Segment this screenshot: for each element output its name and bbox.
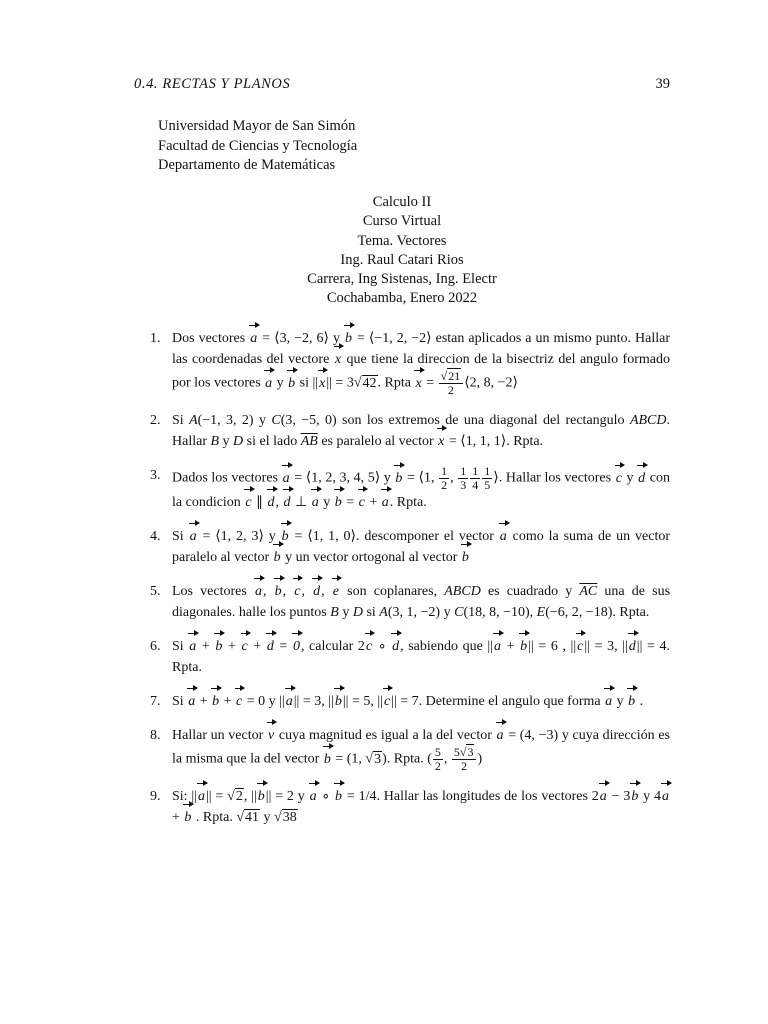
problem-number: 8. [150, 728, 161, 743]
problem-number: 4. [150, 529, 161, 544]
problem-number: 2. [150, 413, 161, 428]
problem-5: 5. Los vectores a, b, c, d, e son coplanares, ABCD es cuadrado y $\overline{AC}$ una de sus diagonales. halle los puntos B y D si A(3, 1, −2) y C(18, 8, −10), E(−6, 2, −18). Rpta. [150, 581, 670, 623]
course-mode: Curso Virtual [362, 213, 442, 230]
problem-number: 6. [150, 639, 161, 654]
institution-block [158, 117, 357, 176]
problem-7: 7. Si a + b + c = 0 y ||a|| = 3, ||b|| = 5, ||c|| = 7. Determine el angulo que forma a y b . [150, 691, 670, 712]
instructor: Ing. Raul Catari Rios [340, 251, 464, 268]
problem-number: 3. [150, 468, 161, 483]
problem-4: 4. Si a = ⟨1, 2, 3⟩ y b = ⟨1, 1, 0⟩. descomponer el vector a como la suma de un vector paralelo al vector b y un vector ortogonal al vector b [150, 526, 670, 568]
problem-8: 8. Hallar un vector v cuya magnitud es igual a la del vector a = (4, −3) y cuya dirección es la misma que la del vector b = (1, √3). Rpta. ( $\frac{5}{2}$ , $\frac{5√3}{2}$ ) [150, 725, 670, 773]
problem-1: 1. Dos vectores a = ⟨3, −2, 6⟩ y b = ⟨−1, 2, −2⟩ estan aplicados a un mismo punto. Hallar las coordenadas del vectore x que tiene la direccion de la bisectriz del angulo formado por los vectores a y b si ||x|| = 3√42. Rpta x = $\frac{√21}{2}$ ⟨2, 8, −2⟩ [150, 328, 670, 397]
problem-3: 3. Dados los vectores a = ⟨1, 2, 3, 4, 5⟩ y b = ⟨1, $\frac{1}{2}$ , $\frac{1}{3}$ $\frac{1}{4}$ $\frac{1}{5}$ ⟩. Hallar los vectores c y d con la condicion c ∥ d, d ⊥ a y b = c + a. Rpta. [150, 465, 670, 513]
faculty-name: Facultad de Ciencias y Tecnología [158, 137, 358, 154]
course-topic: Tema. Vectores [357, 232, 447, 249]
problem-number: 1. [150, 331, 161, 346]
problem-6: 6. Si a + b + c + d = 0, calcular 2c ∘ d, sabiendo que ||a + b|| = 6 , ||c|| = 3, ||d|| = 4. Rpta. [150, 636, 670, 678]
problem-list [150, 328, 670, 841]
problem-2: 2. Si A(−1, 3, 2) y C(3, −5, 0) son los extremos de una diagonal del rectangulo ABCD. Hallar B y D si el lado $\overline{AB}$ es paralelo al vector x = ⟨1, 1, 1⟩. Rpta. [150, 410, 670, 452]
problem-9: 9. Si: ||a|| = √2, ||b|| = 2 y a ∘ b = 1/4. Hallar las longitudes de los vectores 2a − 3b y 4a + b . Rpta. √41 y √38 [150, 786, 670, 828]
page-number: 39 [655, 76, 670, 92]
course-title: Calculo II [372, 194, 432, 210]
course-info [134, 193, 670, 309]
section-title: 0.4. RECTAS Y PLANOS [134, 76, 291, 92]
department-name: Departamento de Matemáticas [158, 157, 336, 173]
career: Carrera, Ing Sistenas, Ing. Electr [307, 271, 497, 288]
problem-number: 9. [150, 789, 161, 804]
place-date: Cochabamba, Enero 2022 [326, 290, 478, 307]
university-name: Universidad Mayor de San Simón [158, 118, 356, 134]
running-header [134, 76, 670, 96]
problem-number: 5. [150, 584, 161, 599]
problem-number: 7. [150, 694, 161, 709]
